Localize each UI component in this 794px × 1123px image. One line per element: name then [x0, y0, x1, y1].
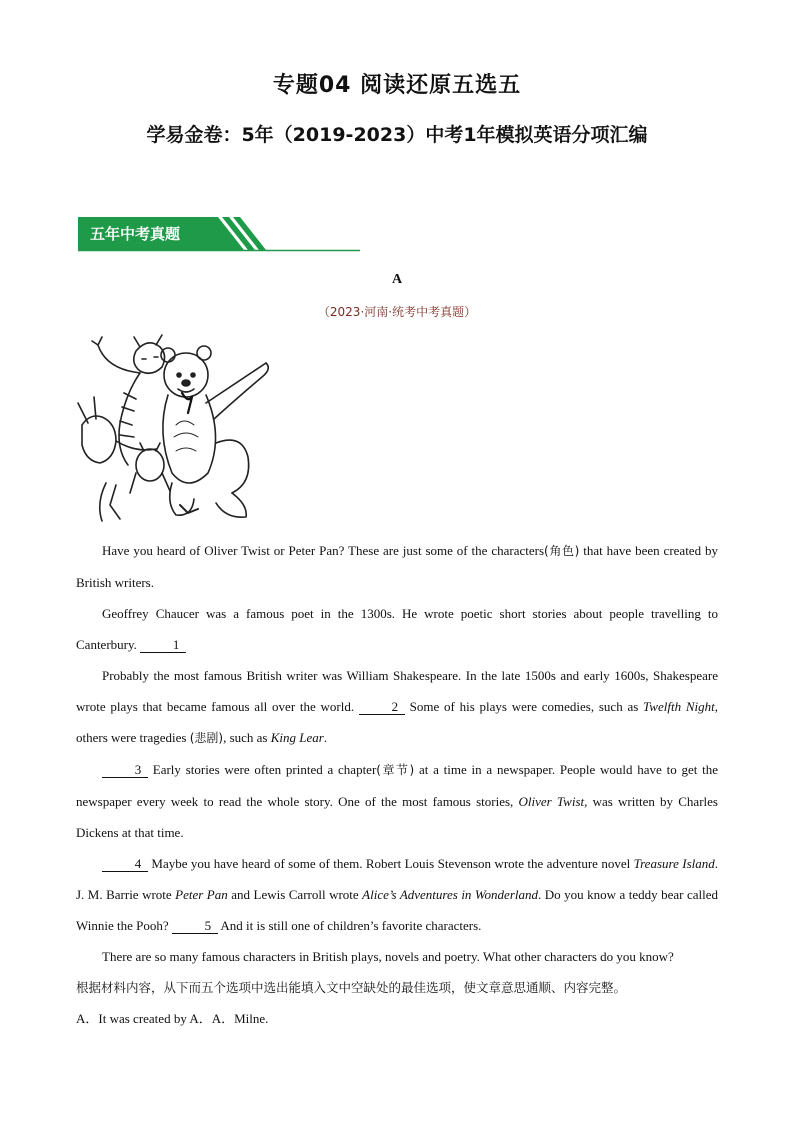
paragraph-text: that have been created by British writers.	[76, 543, 718, 590]
paragraph-text: Maybe you have heard of some of them. Robert Louis Stevenson wrote the adventure novel	[148, 856, 634, 871]
chinese-gloss: (角色)	[544, 544, 580, 558]
paragraph-text: .	[323, 730, 328, 745]
work-title: Oliver Twist	[518, 794, 585, 809]
page-title: 专题04 阅读还原五选五	[272, 73, 522, 98]
paragraph-text: Early stories were often printed a chapter	[148, 762, 377, 777]
paragraph-text: . Do you know a teddy bear called Winnie the Pooh?	[76, 887, 718, 933]
page-subtitle: 学易金卷：5年（2019-2023）中考1年模拟英语分项汇编	[146, 124, 648, 146]
paragraph-text: Have you heard of Oliver Twist or Peter Pan? These are just some of the characters	[102, 543, 545, 558]
section-banner	[78, 214, 360, 252]
paragraph-text: . J. M. Barrie wrote	[76, 856, 718, 902]
paragraph-text: , such as	[223, 730, 271, 745]
paragraph-text: Some of his plays were comedies, such as	[404, 699, 644, 714]
paragraph-5	[76, 848, 718, 941]
winnie-the-pooh-illustration-icon	[76, 333, 276, 525]
chinese-gloss: (悲剧)	[189, 731, 224, 745]
paragraph-1	[76, 535, 718, 598]
answer-blank-1[interactable]: 1	[140, 637, 186, 653]
work-title: Twelfth Night	[643, 699, 715, 714]
question-source: （2023·河南·统考中考真题）	[317, 305, 477, 319]
banner-label: 五年中考真题	[90, 225, 181, 243]
answer-blank-2[interactable]: 2	[359, 699, 405, 715]
work-title: Treasure Island	[633, 856, 715, 871]
work-title: Alice’s Adventures in Wonderland	[362, 887, 538, 902]
paragraph-text: , others were tragedies	[76, 699, 718, 745]
work-title: Peter Pan	[175, 887, 228, 902]
answer-blank-5[interactable]: 5	[172, 918, 218, 934]
paragraph-4	[76, 754, 718, 848]
answer-blank-3[interactable]: 3	[102, 762, 148, 778]
paragraph-3	[76, 660, 718, 754]
reading-passage	[76, 535, 718, 1034]
paragraph-2	[76, 598, 718, 660]
paragraph-text: Probably the most famous British writer was William Shakespeare. In the late 1500s and early 1600s, Shakespeare wrote plays that became famous all over the world.	[76, 668, 718, 714]
section-letter: A	[391, 272, 403, 287]
instruction-text: 根据材料内容，从下而五个选项中选出能填入文中空缺处的最佳选项，使文章意思通顺、内容完整。	[76, 980, 627, 995]
answer-blank-4[interactable]: 4	[102, 856, 148, 872]
paragraph-text: And it is still one of children’s favorite characters.	[217, 918, 482, 933]
option-a: A．It was created by A．A．Milne.	[76, 1011, 269, 1026]
chinese-gloss: (章节)	[376, 763, 415, 777]
paragraph-6: There are so many famous characters in British plays, novels and poetry. What other characters do you know?	[102, 949, 674, 964]
paragraph-text: , was written by Charles Dickens at that time.	[76, 794, 718, 840]
paragraph-text: and Lewis Carroll wrote	[227, 887, 363, 902]
paragraph-text: at a time in a newspaper. People would have to get the newspaper every week to read the whole story. One of the most famous stories,	[76, 762, 718, 809]
paragraph-text: Geoffrey Chaucer was a famous poet in the 1300s. He wrote poetic short stories about people travelling to Canterbury.	[76, 606, 718, 652]
work-title: King Lear	[270, 730, 324, 745]
